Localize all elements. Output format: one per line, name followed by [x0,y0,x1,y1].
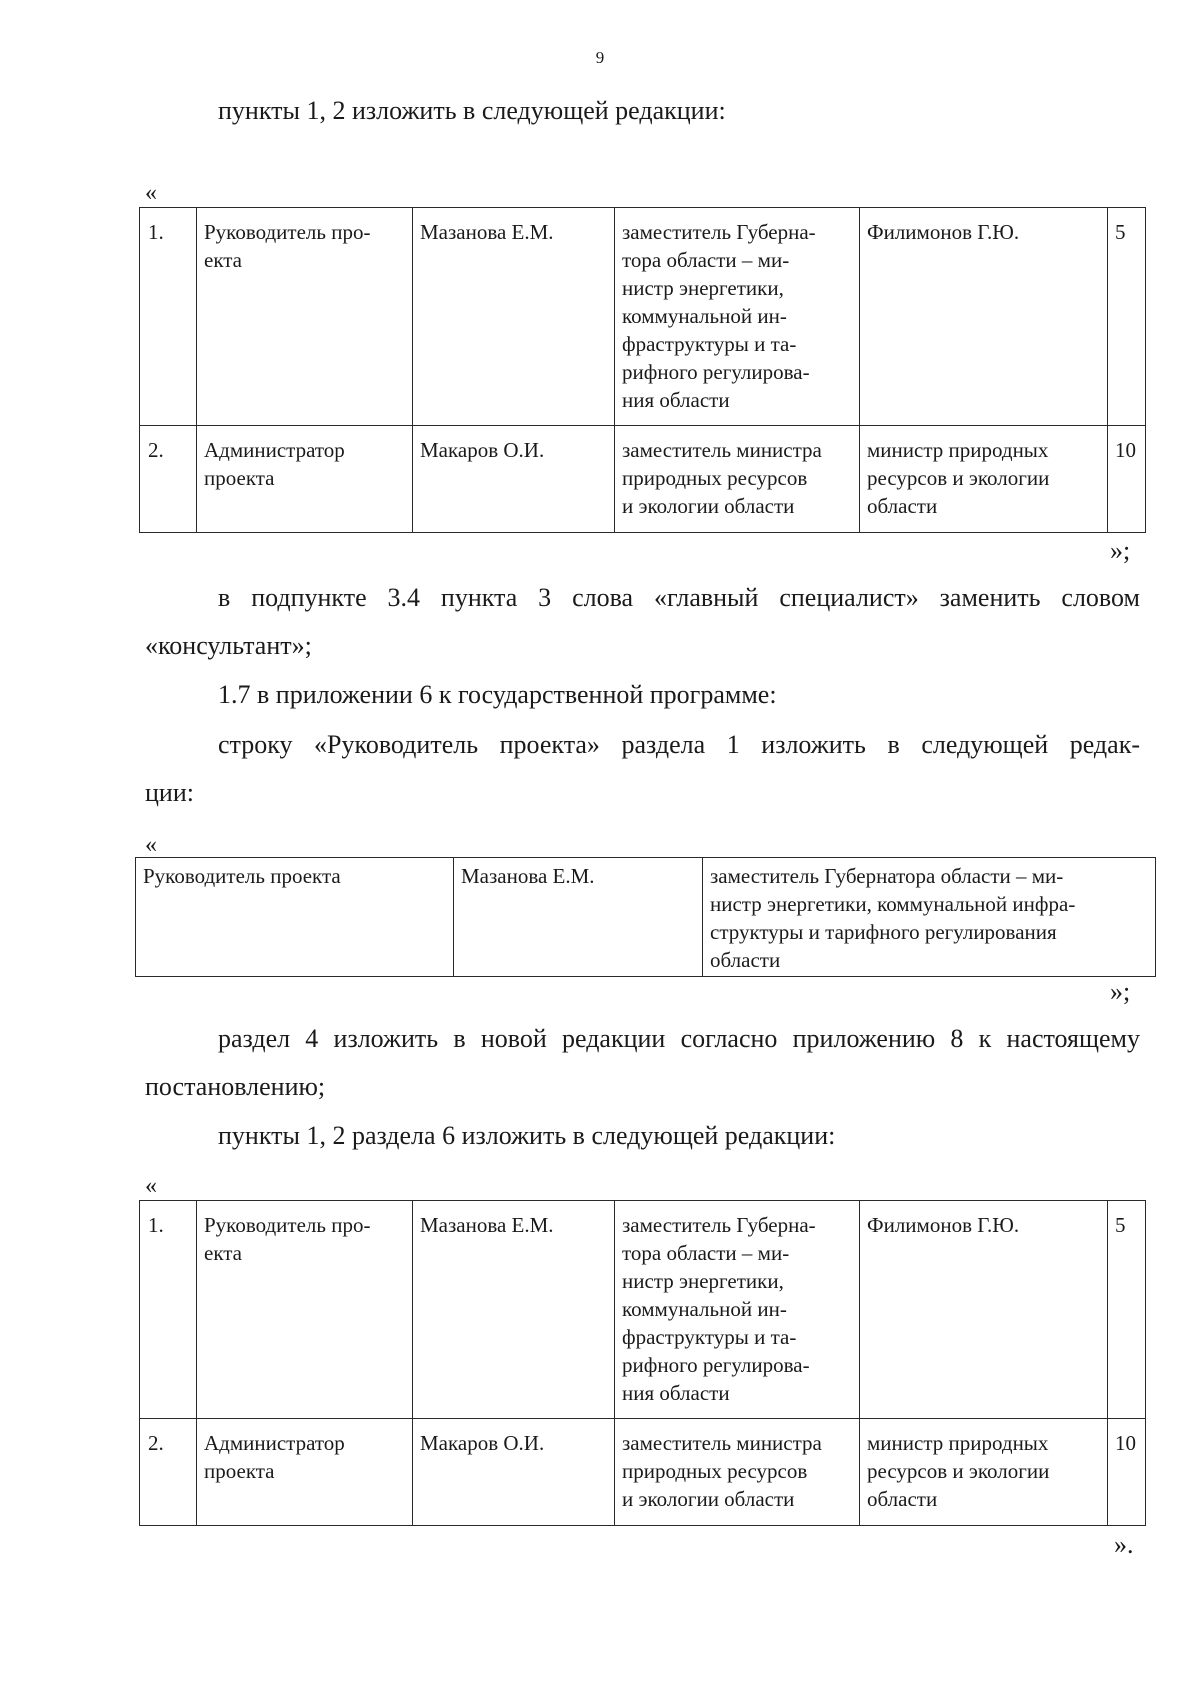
row-number: 2. [140,426,197,533]
paragraph-row-project-lead-cont: ции: [145,778,194,807]
position-cell: заместитель министра природных ресурсов и экологии области [615,426,860,533]
supervisor-cell: Филимонов Г.Ю. [860,1201,1108,1419]
position-cell: заместитель министра природных ресурсов и экологии области [615,1419,860,1526]
paragraph-subclause-3-4: в подпункте 3.4 пункта 3 слова «главный специалист» заменить словом [218,583,1140,612]
paragraph-section-6: пункты 1, 2 раздела 6 изложить в следующей редакции: [218,1121,836,1150]
share-cell: 5 [1108,1201,1146,1419]
name-cell: Мазанова Е.М. [413,208,615,426]
table-project-roles-2 [139,1200,1146,1526]
role-cell: Руководитель проекта [136,858,454,977]
name-cell: Макаров О.И. [413,1419,615,1526]
position-cell: заместитель Губерна- тора области – ми- нистр энергетики, коммунальной ин- фраструктуры и та- рифного регулирова- ния области [615,208,860,426]
table-row [140,1201,1146,1419]
name-cell: Макаров О.И. [413,426,615,533]
name-cell: Мазанова Е.М. [454,858,703,977]
paragraph-section-4-cont: постановлению; [145,1072,326,1101]
table-row [140,208,1146,426]
paragraph-row-project-lead: строку «Руководитель проекта» раздела 1 изложить в следующей редак- [218,730,1140,759]
role-cell: Руководитель про- екта [197,208,413,426]
row-number: 2. [140,1419,197,1526]
quote-open-2: « [145,832,157,858]
quote-close-2: »; [1110,977,1131,1006]
name-cell: Мазанова Е.М. [413,1201,615,1419]
table-project-lead [135,857,1156,977]
table-row [140,1419,1146,1526]
table-row [140,426,1146,533]
row-number: 1. [140,1201,197,1419]
quote-close-1: »; [1110,536,1131,565]
role-cell: Администратор проекта [197,426,413,533]
supervisor-cell: министр природных ресурсов и экологии области [860,1419,1108,1526]
quote-close-3: ». [1114,1530,1134,1559]
table-project-roles-1 [139,207,1146,533]
quote-open-3: « [145,1173,157,1199]
table-row [136,858,1156,977]
supervisor-cell: Филимонов Г.Ю. [860,208,1108,426]
page-number: 9 [595,48,605,67]
paragraph-subclause-3-4-cont: «консультант»; [145,631,312,660]
quote-open-1: « [145,180,157,206]
role-cell: Руководитель про- екта [197,1201,413,1419]
role-cell: Администратор проекта [197,1419,413,1526]
position-cell: заместитель Губерна- тора области – ми- нистр энергетики, коммунальной ин- фраструктуры и та- рифного регулирова- ния области [615,1201,860,1419]
paragraph-items-1-2: пункты 1, 2 изложить в следующей редакции: [218,96,726,125]
position-cell: заместитель Губернатора области – ми- нистр энергетики, коммунальной инфра- структуры и тарифного регулирования области [703,858,1156,977]
share-cell: 5 [1108,208,1146,426]
supervisor-cell: министр природных ресурсов и экологии области [860,426,1108,533]
share-cell: 10 [1108,426,1146,533]
paragraph-1-7: 1.7 в приложении 6 к государственной программе: [218,680,777,709]
paragraph-section-4: раздел 4 изложить в новой редакции согласно приложению 8 к настоящему [218,1024,1140,1053]
row-number: 1. [140,208,197,426]
share-cell: 10 [1108,1419,1146,1526]
